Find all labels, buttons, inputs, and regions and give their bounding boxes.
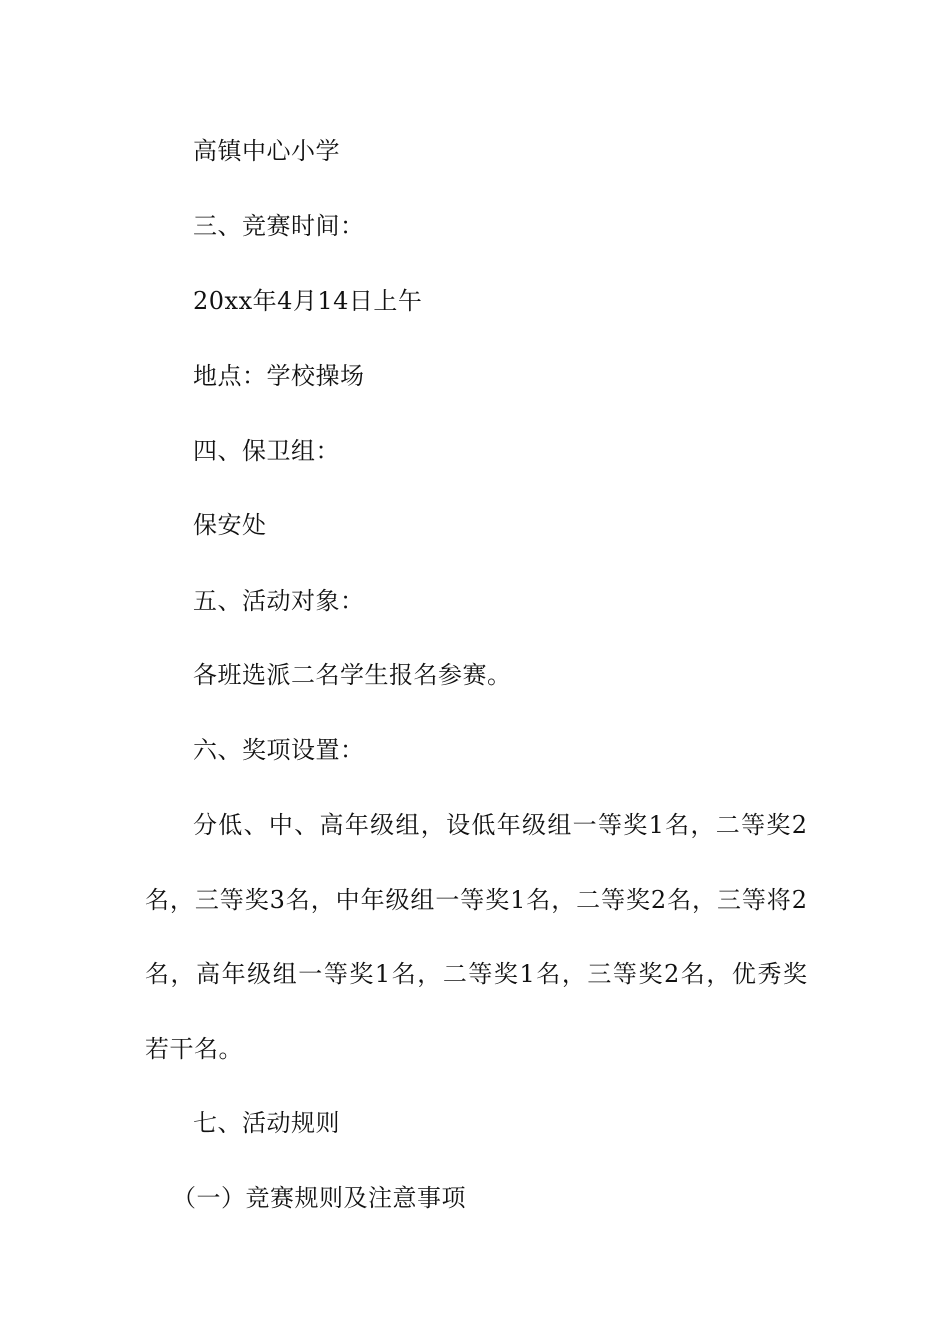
heading-competition-time: 三、竞赛时间：: [193, 212, 365, 240]
participants-text: 各班选派二名学生报名参赛。: [193, 661, 512, 689]
awards-paragraph-line-3: 名，高年级组一等奖1名，二等奖1名，三等奖2名，优秀奖: [145, 960, 807, 988]
heading-activity-rules: 七、活动规则: [193, 1109, 340, 1137]
awards-paragraph-line-4: 若干名。: [145, 1035, 243, 1063]
heading-participants: 五、活动对象：: [193, 587, 365, 615]
competition-date: 20xx年4月14日上午: [193, 287, 423, 315]
subheading-competition-rules: （一）竞赛规则及注意事项: [172, 1184, 466, 1212]
heading-awards: 六、奖项设置：: [193, 736, 365, 764]
school-name: 高镇中心小学: [193, 137, 340, 165]
security-office: 保安处: [193, 511, 267, 539]
awards-paragraph-line-1: 分低、中、高年级组，设低年级组一等奖1名，二等奖2: [193, 811, 807, 839]
heading-security-group: 四、保卫组：: [193, 437, 340, 465]
location: 地点：学校操场: [193, 362, 365, 390]
awards-paragraph-line-2: 名，三等奖3名，中年级组一等奖1名，二等奖2名，三等将2: [145, 886, 807, 914]
